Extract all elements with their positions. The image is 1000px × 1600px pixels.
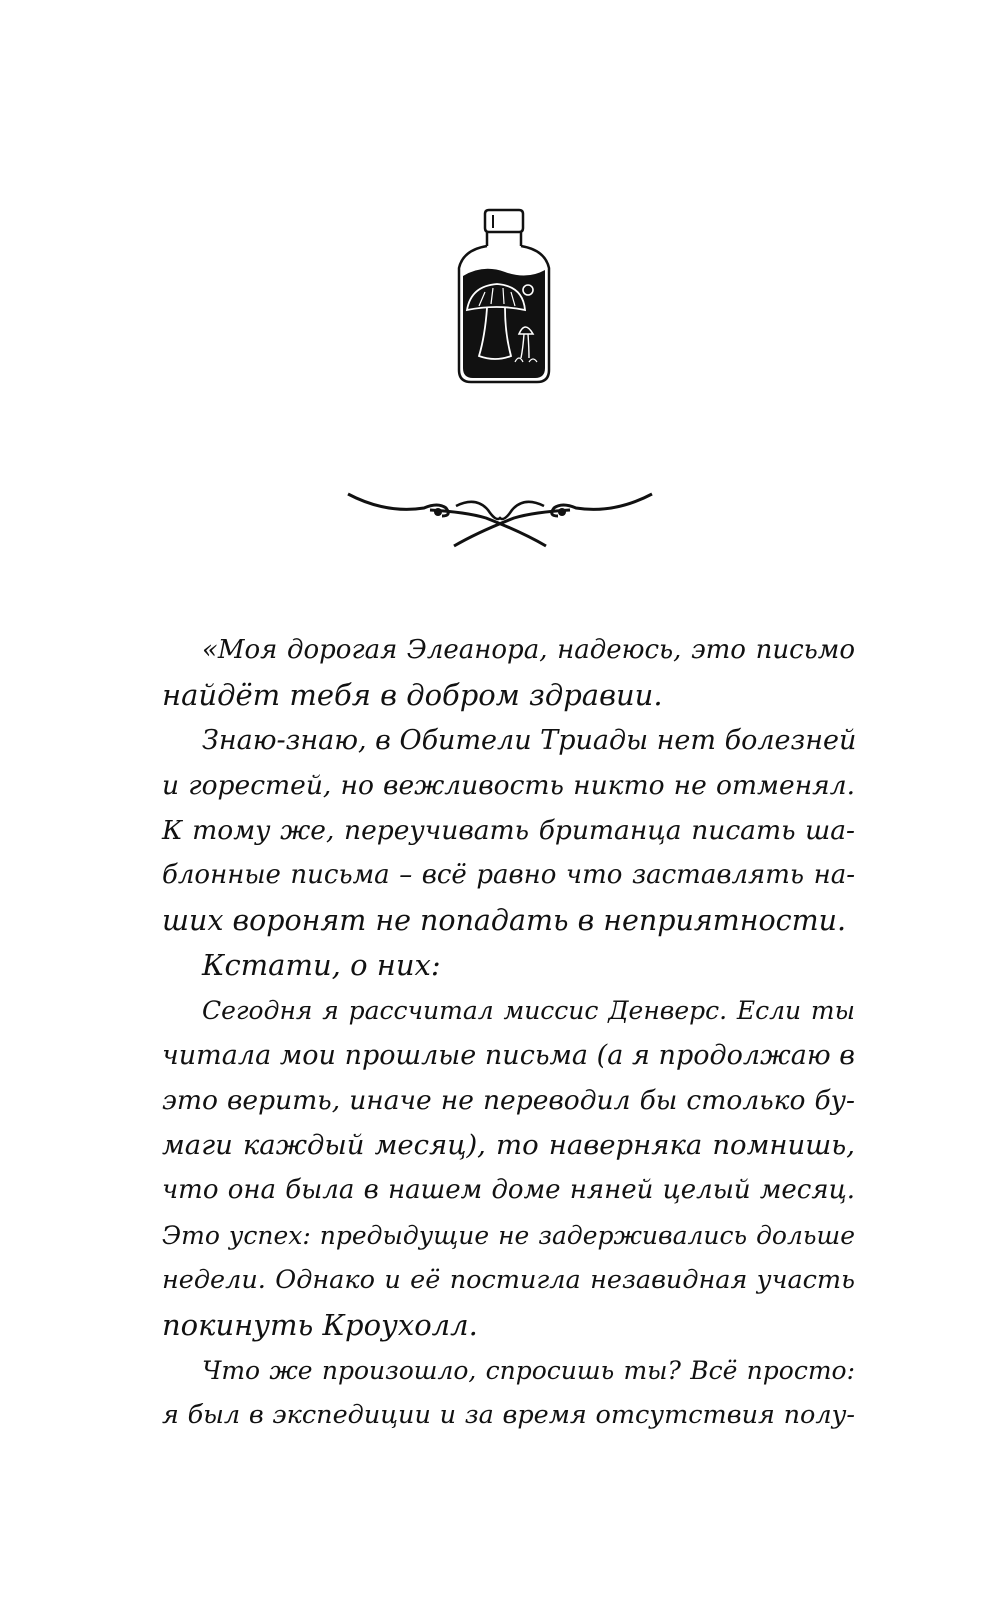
text-line: покинуть Кроухолл. bbox=[162, 1308, 478, 1342]
text-line: Знаю-знаю, в Обители Триады нет болезней bbox=[202, 725, 857, 756]
text-line: блонные письма – всё равно что заставлять на- bbox=[162, 860, 855, 890]
text-line: маги каждый месяц), то наверняка помнишь, bbox=[162, 1129, 855, 1161]
text-line: недели. Однако и её постигла незавидная участь bbox=[162, 1265, 855, 1295]
text-line: К тому же, переучивать британца писать ша- bbox=[162, 815, 855, 846]
text-line: ших воронят не попадать в неприятности. bbox=[162, 904, 847, 937]
text-line: Что же произошло, спросишь ты? Всё просто: bbox=[202, 1356, 855, 1385]
text-line: читала мои прошлые письма (а я продолжаю в bbox=[162, 1040, 855, 1071]
text-line: что она была в нашем доме няней целый месяц. bbox=[162, 1175, 855, 1205]
letter-text bbox=[162, 628, 855, 1438]
text-line: Кстати, о них: bbox=[202, 948, 441, 982]
text-line: найдёт тебя в добром здравии. bbox=[162, 678, 663, 712]
text-line: Сегодня я рассчитал миссис Денверс. Если ты bbox=[202, 996, 855, 1025]
text-line: и горестей, но вежливость никто не отменял. bbox=[162, 770, 855, 801]
text-line: это верить, иначе не переводил бы столько бу- bbox=[162, 1085, 855, 1116]
flourish-divider-icon bbox=[346, 488, 654, 550]
text-line: Это успех: предыдущие не задерживались дольше bbox=[162, 1221, 855, 1250]
bottle-with-mushrooms-icon bbox=[449, 206, 559, 386]
text-line: «Моя дорогая Элеанора, надеюсь, это письмо bbox=[202, 635, 855, 665]
text-line: я был в экспедиции и за время отсутствия полу- bbox=[162, 1400, 855, 1430]
